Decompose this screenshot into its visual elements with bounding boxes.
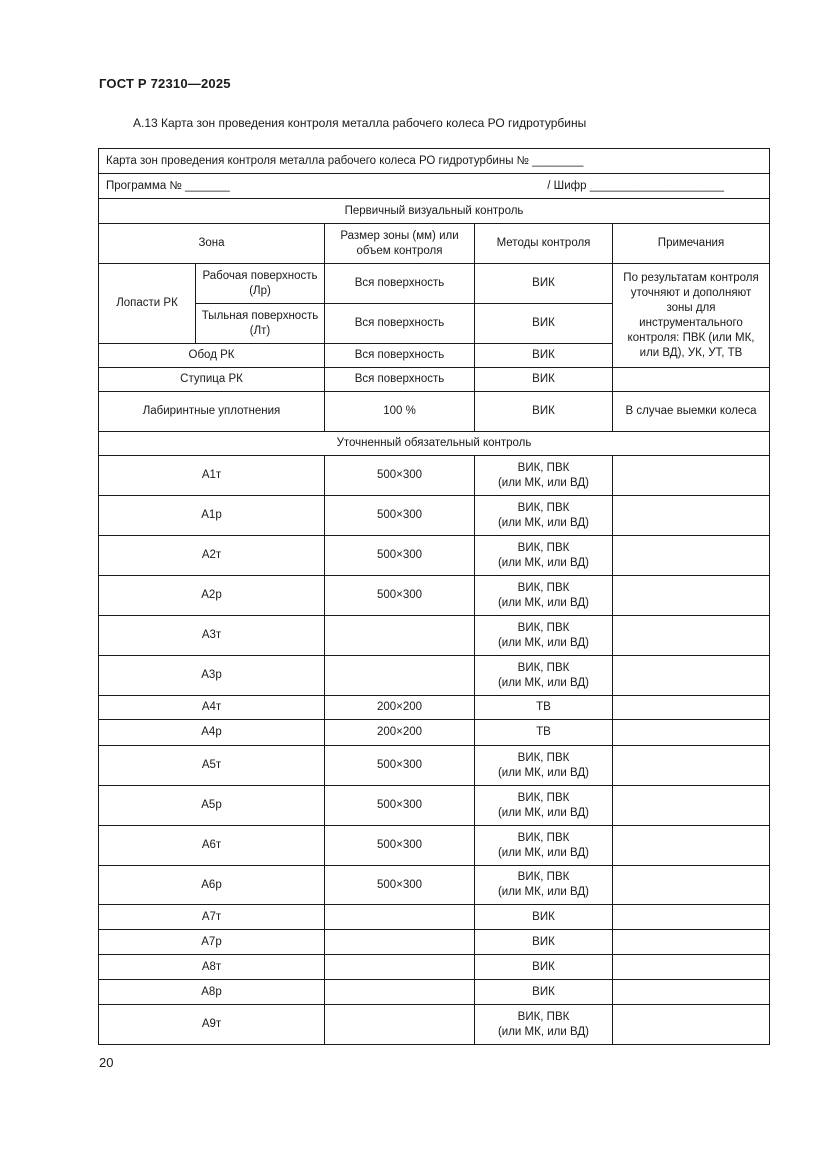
notes-cell xyxy=(613,720,770,746)
notes-cell xyxy=(613,616,770,656)
methods-cell xyxy=(475,536,613,576)
table-row xyxy=(99,746,770,786)
document-header: ГОСТ Р 72310—2025 xyxy=(99,76,231,91)
rim-cell: Обод РК xyxy=(99,344,325,368)
methods-line-1: ВИК, ПВК xyxy=(517,1010,570,1023)
back-surface-cell: Тыльная поверхность (Лт) xyxy=(196,304,325,344)
notes-cell xyxy=(613,536,770,576)
table-row xyxy=(99,496,770,536)
size-cell: 100 % xyxy=(325,392,475,432)
methods-line-2: (или МК, или ВД) xyxy=(497,886,590,898)
notes-cell xyxy=(613,496,770,536)
size-cell: 500×300 xyxy=(325,866,475,905)
cipher-label: / Шифр _____________________ xyxy=(547,179,724,192)
notes-cell xyxy=(613,696,770,720)
size-cell xyxy=(325,1005,475,1045)
methods-cell: ВИК xyxy=(475,930,613,955)
table-row xyxy=(99,696,770,720)
notes-cell xyxy=(613,576,770,616)
methods-cell xyxy=(475,866,613,905)
zone-cell: А5р xyxy=(99,786,325,826)
zone-cell: А1т xyxy=(99,456,325,496)
page-number: 20 xyxy=(99,1055,114,1070)
zone-cell: А4р xyxy=(99,720,325,746)
methods-cell: ВИК xyxy=(475,304,613,344)
size-cell: 500×300 xyxy=(325,536,475,576)
zone-cell: А6т xyxy=(99,826,325,866)
table-row xyxy=(99,720,770,746)
size-cell xyxy=(325,980,475,1005)
zone-cell: А1р xyxy=(99,496,325,536)
table-row xyxy=(99,536,770,576)
table-row xyxy=(99,905,770,930)
methods-cell xyxy=(475,786,613,826)
notes-cell xyxy=(613,980,770,1005)
table-row xyxy=(99,1005,770,1045)
zone-cell: А9т xyxy=(99,1005,325,1045)
methods-cell: ВИК xyxy=(475,905,613,930)
notes-cell xyxy=(613,826,770,866)
methods-cell: ВИК xyxy=(475,368,613,392)
table-row xyxy=(99,456,770,496)
notes-cell xyxy=(613,456,770,496)
blades-cell: Лопасти РК xyxy=(99,264,196,344)
table-row xyxy=(99,826,770,866)
table-row xyxy=(99,616,770,656)
size-cell: 500×300 xyxy=(325,496,475,536)
form-title: Карта зон проведения контроля металла рабочего колеса РО гидротурбины № ________ xyxy=(106,154,584,167)
zone-cell: А7р xyxy=(99,930,325,955)
size-cell: Вся поверхность xyxy=(325,368,475,392)
size-cell: 500×300 xyxy=(325,826,475,866)
methods-line-2: (или МК, или ВД) xyxy=(497,556,590,569)
section-refined: Уточненный обязательный контроль xyxy=(99,432,770,456)
methods-line-2: (или МК, или ВД) xyxy=(497,1025,590,1038)
methods-cell xyxy=(475,496,613,536)
note-main-cell xyxy=(613,264,770,368)
col-header-size: Размер зоны (мм) или объем контроля xyxy=(325,224,475,264)
methods-line-1: ВИК, ПВК xyxy=(517,831,570,844)
methods-line-2: (или МК, или ВД) xyxy=(497,476,590,489)
zone-cell: А8т xyxy=(99,955,325,980)
table-row xyxy=(99,866,770,905)
size-cell: 500×300 xyxy=(325,576,475,616)
table-row xyxy=(99,955,770,980)
methods-cell xyxy=(475,1005,613,1045)
zone-cell: А2т xyxy=(99,536,325,576)
table-row xyxy=(99,930,770,955)
methods-line-1: ВИК, ПВК xyxy=(517,661,570,674)
methods-line-2: (или МК, или ВД) xyxy=(497,676,590,689)
methods-cell: ТВ xyxy=(475,696,613,720)
zone-cell: А8р xyxy=(99,980,325,1005)
methods-line-1: ВИК, ПВК xyxy=(517,791,570,804)
size-cell xyxy=(325,656,475,696)
working-surface-cell: Рабочая поверхность (Лр) xyxy=(196,264,325,304)
size-cell: Вся поверхность xyxy=(325,344,475,368)
notes-cell xyxy=(613,1005,770,1045)
methods-line-1: ВИК, ПВК xyxy=(517,621,570,634)
section-primary: Первичный визуальный контроль xyxy=(99,199,770,224)
methods-cell: ВИК xyxy=(475,980,613,1005)
notes-cell xyxy=(613,905,770,930)
methods-line-2: (или МК, или ВД) xyxy=(497,636,590,649)
size-cell: 500×300 xyxy=(325,456,475,496)
zone-cell: А3р xyxy=(99,656,325,696)
table-row xyxy=(99,576,770,616)
methods-line-1: ВИК, ПВК xyxy=(517,581,570,594)
size-cell xyxy=(325,905,475,930)
inspection-zones-table xyxy=(98,148,770,1045)
methods-line-1: ВИК, ПВК xyxy=(517,501,570,514)
notes-cell xyxy=(613,368,770,392)
zone-cell: А2р xyxy=(99,576,325,616)
methods-cell xyxy=(475,826,613,866)
methods-cell: ТВ xyxy=(475,720,613,746)
size-cell xyxy=(325,955,475,980)
methods-cell xyxy=(475,656,613,696)
table-caption: А.13 Карта зон проведения контроля металла рабочего колеса РО гидротурбины xyxy=(133,116,587,130)
methods-cell xyxy=(475,616,613,656)
methods-line-2: (или МК, или ВД) xyxy=(497,766,590,779)
methods-line-1: ВИК, ПВК xyxy=(517,871,570,883)
size-cell: 500×300 xyxy=(325,746,475,786)
notes-cell xyxy=(613,656,770,696)
table-row xyxy=(99,786,770,826)
col-header-methods: Методы контроля xyxy=(475,224,613,264)
hub-cell: Ступица РК xyxy=(99,368,325,392)
methods-line-1: ВИК, ПВК xyxy=(517,751,570,764)
methods-cell: ВИК xyxy=(475,955,613,980)
notes-cell xyxy=(613,786,770,826)
zone-cell: А7т xyxy=(99,905,325,930)
size-cell: 200×200 xyxy=(325,696,475,720)
form-title-cell xyxy=(99,149,770,174)
labyrinth-cell: Лабиринтные уплотнения xyxy=(99,392,325,432)
table-row xyxy=(99,656,770,696)
notes-cell xyxy=(613,955,770,980)
methods-line-2: (или МК, или ВД) xyxy=(497,846,590,859)
methods-line-1: ВИК, ПВК xyxy=(517,541,570,554)
methods-line-2: (или МК, или ВД) xyxy=(497,516,590,529)
methods-line-2: (или МК, или ВД) xyxy=(497,806,590,819)
methods-cell xyxy=(475,746,613,786)
zone-cell: А4т xyxy=(99,696,325,720)
zone-cell: А5т xyxy=(99,746,325,786)
methods-line-2: (или МК, или ВД) xyxy=(497,596,590,609)
methods-cell xyxy=(475,456,613,496)
zone-cell: А6р xyxy=(99,866,325,905)
program-label: Программа № _______ xyxy=(106,179,230,192)
notes-cell xyxy=(613,930,770,955)
zone-cell: А3т xyxy=(99,616,325,656)
col-header-notes: Примечания xyxy=(613,224,770,264)
methods-cell xyxy=(475,576,613,616)
notes-cell xyxy=(613,746,770,786)
note-labyrinth: В случае выемки колеса xyxy=(613,392,770,432)
size-cell: 200×200 xyxy=(325,720,475,746)
size-cell xyxy=(325,930,475,955)
size-cell: Вся поверхность xyxy=(325,264,475,304)
size-cell xyxy=(325,616,475,656)
program-cell xyxy=(99,174,770,199)
methods-cell: ВИК xyxy=(475,392,613,432)
size-cell: Вся поверхность xyxy=(325,304,475,344)
note-main: По результатам контроля уточняют и дополняют зоны для инструментального контроля: ПВК (или МК, или ВД), УК, УТ, ТВ xyxy=(623,271,759,359)
methods-line-1: ВИК, ПВК xyxy=(517,461,570,474)
methods-cell: ВИК xyxy=(475,344,613,368)
table-row xyxy=(99,980,770,1005)
col-header-zone: Зона xyxy=(99,224,325,264)
notes-cell xyxy=(613,866,770,905)
methods-cell: ВИК xyxy=(475,264,613,304)
size-cell: 500×300 xyxy=(325,786,475,826)
